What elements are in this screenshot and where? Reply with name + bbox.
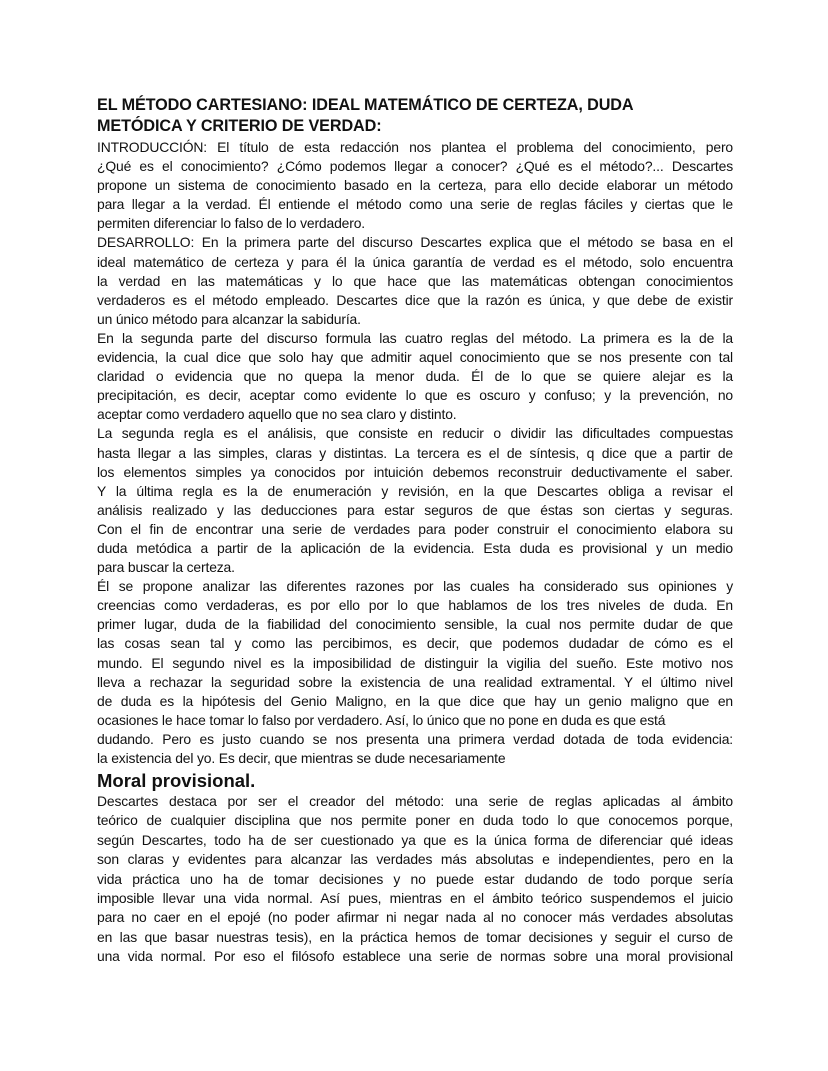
text-line: la existencia del yo. Es decir, que mientras se dude necesariamente	[97, 750, 506, 766]
paragraph	[97, 233, 733, 328]
text-line: vida práctica uno ha de tomar decisiones y no puede estar dudando de todo porque sería	[97, 870, 733, 887]
text-line: En la segunda parte del discurso formula las cuatro reglas del método. La primera es la de la	[97, 329, 733, 346]
paragraph	[97, 424, 733, 577]
text-line: un único método para alcanzar la sabiduría.	[97, 310, 361, 327]
text-line: creencias como verdaderas, es por ello por lo que hablamos de los tres niveles de duda. En	[97, 597, 733, 614]
text-line: ideal matemático de certeza y para él la única garantía de verdad es el método, solo encuentra	[97, 253, 733, 270]
text-line: análisis realizado y las deducciones para estar seguros de que éstas son ciertas y seguras.	[97, 501, 733, 518]
text-line: son claras y evidentes para alcanzar las verdades más absolutas e independientes, pero en la	[97, 851, 733, 868]
text-line: propone un sistema de conocimiento basado en la certeza, para ello decide elaborar un método	[97, 177, 733, 194]
moral-paragraph	[97, 792, 733, 967]
text-line: aceptar como verdadero aquello que no sea claro y distinto.	[97, 406, 457, 423]
section-heading: Moral provisional.	[97, 770, 256, 792]
text-line: Y la última regla es la de enumeración y revisión, en la que Descartes obliga a revisar el	[97, 482, 733, 499]
text-line: para buscar la certeza.	[97, 559, 235, 576]
text-line: claridad o evidencia que no quepa la menor duda. Él de lo que se quiere alejar es la	[97, 368, 733, 385]
text-line: evidencia, la cual dice que solo hay que admitir aquel conocimiento que se nos presente con tal	[97, 349, 733, 366]
moral-section	[97, 770, 733, 967]
paragraph	[97, 577, 733, 768]
text-line: Descartes destaca por ser el creador del método: una serie de reglas aplicadas al ámbito	[97, 793, 733, 810]
text-line: ¿Qué es el conocimiento? ¿Cómo podemos llegar a conocer? ¿Qué es el método?... Descartes	[97, 158, 733, 175]
title-line: EL MÉTODO CARTESIANO: IDEAL MATEMÁTICO DE CERTEZA, DUDA	[97, 96, 634, 114]
title-line: METÓDICA Y CRITERIO DE VERDAD:	[97, 117, 382, 135]
text-line: DESARROLLO: En la primera parte del discurso Descartes explica que el método se basa en el	[97, 234, 733, 251]
text-line: los elementos simples ya conocidos por intuición debemos reconstruir deductivamente el saber.	[97, 463, 733, 480]
text-line: imposible llevar una vida normal. Así pues, mientras en el ámbito teórico suspendemos el juicio	[97, 890, 733, 907]
document-title	[97, 95, 733, 137]
text-line: de duda es la hipótesis del Genio Maligno, en la que dice que hay un genio maligno que en	[97, 692, 733, 709]
text-line: permiten diferenciar lo falso de lo verdadero.	[97, 215, 365, 232]
text-line: precipitación, es decir, aceptar como evidente lo que es oscuro y confuso; y la prevención, no	[97, 387, 733, 404]
text-line: duda metódica a partir de la aplicación de la evidencia. Esta duda es provisional y un medio	[97, 539, 733, 556]
text-line: mundo. El segundo nivel es la imposibilidad de distinguir la vigilia del sueño. Este motivo nos	[97, 654, 733, 671]
text-line: según Descartes, todo ha de ser cuestionado ya que es la única forma de diferenciar qué ideas	[97, 831, 733, 848]
text-line: La segunda regla es el análisis, que consiste en reducir o dividir las dificultades compuestas	[97, 425, 733, 442]
text-line: para llegar a la verdad. Él entiende el método como una serie de reglas fáciles y ciertas que le	[97, 196, 733, 213]
text-line: en las que basar nuestras tesis), en la práctica hemos de tomar decisiones y seguir el curso de	[97, 928, 733, 945]
text-line: INTRODUCCIÓN: El título de esta redacción nos plantea el problema del conocimiento, pero	[97, 139, 733, 155]
text-line: dudando. Pero es justo cuando se nos presenta una primera verdad dotada de toda evidencia:	[97, 730, 733, 747]
text-line: la verdad en las matemáticas y lo que hace que las matemáticas obtengan conocimientos	[97, 272, 733, 289]
text-line: una vida normal. Por eso el filósofo establece una serie de normas sobre una moral provisional	[97, 948, 733, 965]
document-body	[97, 138, 733, 768]
text-line: ocasiones le hace tomar lo falso por verdadero. Así, lo único que no pone en duda es que está	[97, 711, 666, 728]
text-line: lleva a rechazar la seguridad sobre la existencia de una realidad extramental. Y el último nivel	[97, 673, 733, 690]
text-line: hasta llegar a las simples, claras y distintas. La tercera es el de síntesis, q dice que a partir de	[97, 444, 733, 461]
text-line: las cosas sean tal y como las percibimos, es decir, que podemos dudadar de cómo es el	[97, 635, 733, 652]
text-line: teórico de cualquier disciplina que nos permite poner en duda todo lo que conocemos porque,	[97, 812, 733, 829]
text-line: verdaderos es el método empleado. Descartes dice que la razón es única, y que debe de existir	[97, 291, 733, 308]
document-page	[97, 95, 733, 967]
text-line: para no caer en el epojé (no poder afirmar ni negar nada al no conocer más verdades absolutas	[97, 909, 733, 926]
paragraph	[97, 329, 733, 424]
text-line: Con el fin de encontrar una serie de verdades para poder construir el conocimiento elabora su	[97, 520, 733, 537]
text-line: Él se propone analizar las diferentes razones por las cuales ha considerado sus opiniones y	[97, 578, 733, 595]
paragraph	[97, 138, 733, 233]
text-line: primer lugar, duda de la fiabilidad del conocimiento sensible, la cual nos permite dudar de que	[97, 616, 733, 633]
